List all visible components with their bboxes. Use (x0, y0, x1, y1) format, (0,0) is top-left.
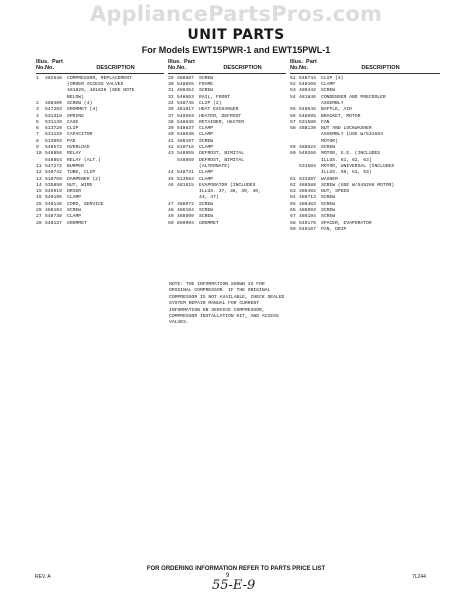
parts-column-2 (168, 59, 286, 227)
part-number: 510716 (177, 145, 194, 151)
illus-number: 41 (168, 138, 174, 144)
parts-list (36, 76, 164, 227)
ordering-footer: FOR ORDERING INFORMATION REFER TO PARTS PRICE LIST (146, 566, 326, 572)
illus-number (168, 158, 177, 171)
part-number: 481917 (177, 107, 194, 113)
illus-no-label: No. (168, 65, 178, 72)
part-number: 481915 (177, 182, 194, 188)
illus-number: 36 (168, 107, 174, 113)
part-number: 481846 (299, 94, 316, 100)
illus-number: 52 (290, 82, 296, 88)
part-description: SCREW (4) (67, 101, 93, 106)
part-number: 548695 (299, 113, 316, 119)
illus-number: 28 (36, 220, 42, 226)
illus-number: 45 (168, 176, 174, 182)
part-description: SPRING (67, 113, 84, 119)
illus-number: 51 (290, 75, 296, 81)
illus-number: 60 (290, 151, 296, 157)
part-number: 548655 (177, 82, 194, 88)
illus-number: 56 (290, 113, 296, 119)
illus-number: 44 (168, 170, 174, 176)
part-number: 549266 (299, 151, 316, 157)
part-number: 486194 (299, 214, 316, 220)
part-description: PAN, DRIP (321, 226, 347, 232)
parts-column-1 (36, 59, 164, 227)
illus-number: 7 (36, 132, 39, 138)
illus-number (290, 164, 299, 177)
illus-number: 27 (36, 214, 42, 220)
illus-number: 66 (290, 208, 296, 214)
part-number: 531387 (299, 176, 316, 182)
part-description: SPACER, EVAPORATOR (321, 220, 372, 226)
part-description: RELAY (ALT.) (67, 157, 101, 163)
part-number: 513584 (177, 176, 194, 182)
part-number: 488509 (177, 214, 194, 220)
part-label: Part (52, 59, 63, 65)
illus-number: 50 (168, 220, 174, 226)
part-description: NUT, WIRE (67, 182, 93, 188)
part-row (36, 221, 164, 227)
revision-label: REV. A (35, 574, 51, 580)
part-number: 548636 (177, 119, 194, 125)
column-header (168, 59, 286, 72)
compressor-note: NOTE: THE INFORMATION SHOWN IS FOR ORIGINAL COMPRESSOR. IF THE ORIGINAL COMPRESSOR IS NOT AVAILABLE, CHECK SEALED SYSTEM REPAIR MANUAL FOR CURRENT INFORMATION ON SERVICE COMPRESSOR, COMPRESSOR INSTALLATION KIT, AND ACCESS VALVES. (169, 282, 285, 326)
page-subtitle: For Models EWT15PWR-1 and EWT15PWL-1 (141, 45, 331, 55)
part-number: 486194 (177, 208, 194, 214)
page-title: UNIT PARTS (187, 27, 285, 43)
part-description: BAFFLE, AIR (321, 107, 352, 113)
illus-number: 42 (168, 145, 174, 151)
part-description: CAPACITOR (67, 132, 93, 138)
part-description: CLAMP (199, 132, 214, 138)
illus-number: 68 (290, 220, 296, 226)
watermark: AppliancePartsPros.com (89, 2, 383, 26)
part-description: CLAMP (199, 170, 214, 176)
illus-number: 40 (168, 132, 174, 138)
illus-number: 1 (36, 75, 39, 81)
part-description: DRIER (67, 189, 82, 195)
illus-number: 65 (290, 201, 296, 207)
part-description: CLAMP (67, 214, 82, 220)
part-number: 488454 (177, 88, 194, 94)
part-description: SCREW (321, 201, 336, 207)
part-number: 486492 (299, 189, 316, 195)
header-rule (168, 73, 286, 74)
part-number: 547272 (45, 163, 62, 169)
part-description: WASHER (321, 176, 338, 182)
part-description: BRACKET, MOTOR (321, 113, 361, 119)
illus-number: 6 (36, 126, 39, 132)
part-number: 549178 (299, 220, 316, 226)
part-number: 548108 (299, 82, 316, 88)
part-description: CORD, SERVICE (67, 201, 104, 207)
parts-list (290, 76, 440, 233)
part-row (290, 151, 440, 164)
illus-number: 31 (168, 88, 174, 94)
part-description: NUT, SPEED (321, 189, 350, 195)
part-number: 548744 (299, 75, 316, 81)
illus-number: 53 (290, 88, 296, 94)
illus-number: 26 (36, 208, 42, 214)
part-number: 488463 (299, 201, 316, 207)
part-number: 545919 (45, 189, 62, 195)
part-description: RAIL, FRONT (199, 94, 230, 100)
part-description: CONDENSER AND PRECOOLER ASSEMBLY (321, 94, 386, 106)
handwritten-mark: 55-E-9 (212, 578, 256, 593)
part-number: 548646 (299, 107, 316, 113)
part-number: 548854 (45, 157, 62, 163)
part-number: 547283 (45, 107, 62, 113)
illus-number: 49 (168, 214, 174, 220)
part-label: Part (184, 59, 195, 65)
part-number: 531594 (299, 163, 316, 169)
part-number: 549146 (45, 201, 62, 207)
part-description: CLAMP (199, 176, 214, 182)
part-number: 486993 (299, 208, 316, 214)
part-description: HEAT EXCHANGER (199, 107, 239, 113)
page-number: 9 (226, 573, 230, 579)
illus-number: 38 (168, 119, 174, 125)
part-number: 548859 (177, 157, 194, 163)
illus-number: 37 (168, 113, 174, 119)
illus-number: 43 (168, 151, 174, 157)
part-description: SCREW (321, 208, 336, 214)
illus-number: 4 (36, 113, 39, 119)
part-row (168, 221, 286, 227)
part-row (290, 164, 440, 177)
part-description: PAD (67, 138, 76, 144)
part-description: CLAMP (321, 82, 336, 88)
part-description: CLIP (2) (199, 101, 222, 106)
column-header (290, 59, 440, 72)
illus-number: 15 (36, 189, 42, 195)
part-description: SCREW (USE W/549266 MOTOR) (321, 182, 395, 188)
illus-number: 67 (290, 214, 296, 220)
illus-number: 34 (168, 101, 174, 106)
part-number: 510769 (45, 176, 62, 182)
illus-number: 11 (36, 163, 42, 169)
description-label: DESCRIPTION (361, 65, 400, 72)
part-row (168, 158, 286, 171)
part-description: GROMMET (4) (67, 107, 98, 113)
part-description: FRAME (199, 82, 214, 88)
illus-number: 10 (36, 151, 42, 157)
part-description: SCREW (67, 208, 82, 214)
part-number: 548856 (45, 151, 62, 157)
part-description: MOTOR, G.E. (INCLUDES ILLUS. 61, 62, 63) (321, 151, 381, 163)
description-label: DESCRIPTION (96, 65, 135, 72)
illus-number: 25 (36, 201, 42, 207)
part-no-label: No. (177, 65, 187, 72)
column-header (36, 59, 164, 72)
illus-number: 32 (168, 94, 174, 100)
illus-number: 58 (290, 126, 296, 132)
illus-number: 64 (290, 195, 296, 201)
part-number: 488197 (177, 138, 194, 144)
part-description: SCREW (199, 208, 214, 214)
part-number: 488588 (299, 182, 316, 188)
part-number: 531318 (45, 113, 62, 119)
part-description: RELAY (67, 151, 82, 157)
part-description: NUT AND LOCKWASHER ASSEMBLY (USE W/531594 MOTOR) (321, 126, 383, 144)
part-number: 850994 (177, 220, 194, 226)
part-description: SCREW (321, 145, 336, 151)
illus-no-label: No. (290, 65, 300, 72)
illus-number: 63 (290, 189, 296, 195)
illus-number: 12 (36, 170, 42, 176)
part-number: 488713 (299, 195, 316, 201)
part-description: SCREW (199, 75, 214, 81)
header-rule (290, 73, 440, 74)
part-row (290, 126, 440, 145)
part-description: FAN (321, 119, 330, 125)
part-number: 549195 (45, 195, 62, 201)
part-description: SCREW (199, 138, 214, 144)
part-number: 548855 (177, 151, 194, 157)
part-row (290, 95, 440, 108)
illus-number: 5 (36, 119, 39, 125)
part-number: 531129 (45, 132, 62, 138)
part-number: 488400 (45, 101, 62, 106)
part-description: RETAINER, HEATER (199, 119, 245, 125)
part-description: HEATER, DEFROST (199, 113, 242, 119)
part-description: CLIP (67, 126, 79, 132)
part-number: 548637 (177, 126, 194, 132)
illus-number: 59 (290, 145, 296, 151)
part-number: 548638 (177, 132, 194, 138)
part-row (36, 76, 164, 101)
part-description: SCREW (321, 195, 336, 201)
illus-number: 16 (36, 195, 42, 201)
part-description: MOTOR, UNIVERSAL (INCLUDES ILLUS. 58, 61, 63) (321, 163, 395, 176)
illus-number: 62 (290, 182, 296, 188)
illus-number: 48 (168, 208, 174, 214)
document-code: 7L244 (412, 574, 426, 580)
part-number: 548572 (45, 145, 62, 151)
illus-number: 8 (36, 138, 39, 144)
part-number: 488130 (299, 126, 316, 132)
part-number: 531580 (299, 119, 316, 125)
illus-number: 14 (36, 182, 42, 188)
part-description: GROMMET (67, 220, 87, 226)
part-description: SCREW (199, 201, 214, 207)
part-description: CLAMP (67, 195, 82, 201)
part-description: CLAMP (199, 145, 214, 151)
part-description: SCREW (321, 88, 336, 94)
parts-column-3 (290, 59, 440, 233)
part-number: 548137 (45, 220, 62, 226)
part-number: 488687 (177, 75, 194, 81)
part-number: 488624 (299, 145, 316, 151)
illus-number: 57 (290, 119, 296, 125)
illus-number: 54 (290, 94, 296, 100)
parts-list (168, 76, 286, 227)
illus-label: Illus. (168, 59, 181, 65)
illus-number: 61 (290, 176, 296, 182)
illus-label: Illus. (36, 59, 49, 65)
part-number: 549187 (299, 226, 316, 232)
illus-no-label: No. (36, 65, 46, 72)
illus-number: 69 (290, 226, 296, 232)
part-label: Part (306, 59, 317, 65)
part-row (168, 183, 286, 202)
illus-number: 39 (168, 126, 174, 132)
illus-number: 30 (168, 82, 174, 88)
illus-number: 13 (36, 176, 42, 182)
part-description: DEFROST, BIMITAL (ALTERNATE) (199, 157, 245, 169)
part-number: 548663 (177, 94, 194, 100)
part-number: 548731 (177, 170, 194, 176)
illus-label: Illus. (290, 59, 303, 65)
illus-number: 2 (36, 101, 39, 106)
part-description: GROMMET (199, 220, 219, 226)
part-description: DAMPENER (2) (67, 176, 101, 182)
part-description: CASE (67, 119, 79, 125)
part-description: DEFROST, BIMITAL (199, 151, 245, 157)
part-number: 548742 (45, 170, 62, 176)
part-number: 486072 (177, 201, 194, 207)
part-number: 549593 (177, 113, 194, 119)
illus-number: 3 (36, 107, 39, 113)
part-description: CLAMP (199, 126, 214, 132)
part-number: 548738 (45, 214, 62, 220)
part-description: COMPRESSOR, REPLACEMENT (ORDER ACCESS VALVES 481825, 481826 (SEE NOTE BELOW) (67, 75, 135, 100)
part-number: 482546 (45, 75, 62, 81)
part-no-label: No. (45, 65, 55, 72)
part-description: TUBE, CLIP (67, 170, 96, 176)
part-description: OVERLOAD (67, 145, 90, 151)
part-number: 513720 (45, 126, 62, 132)
description-label: DESCRIPTION (223, 65, 262, 72)
part-number: 535850 (45, 182, 62, 188)
part-row (290, 227, 440, 233)
part-number: 531139 (45, 119, 62, 125)
part-description: CLIP (3) (321, 75, 344, 81)
part-description: EVAPORATOR (INCLUDES ILLUS. 37, 38, 39, 40, 44, 47) (199, 182, 261, 201)
part-number: 486194 (45, 208, 62, 214)
part-description: SCREW (199, 88, 214, 94)
illus-number: 9 (36, 145, 39, 151)
part-number: 488442 (299, 88, 316, 94)
illus-number: 47 (168, 201, 174, 207)
part-description: SCREW (321, 214, 336, 220)
part-number: 548745 (177, 101, 194, 106)
illus-number: 46 (168, 182, 174, 188)
illus-number: 29 (168, 75, 174, 81)
part-number: 513993 (45, 138, 62, 144)
part-no-label: No. (299, 65, 309, 72)
part-description: BUMPER (67, 163, 84, 169)
header-rule (36, 73, 164, 74)
illus-number: 55 (290, 107, 296, 113)
part-description: SCREW (199, 214, 214, 220)
